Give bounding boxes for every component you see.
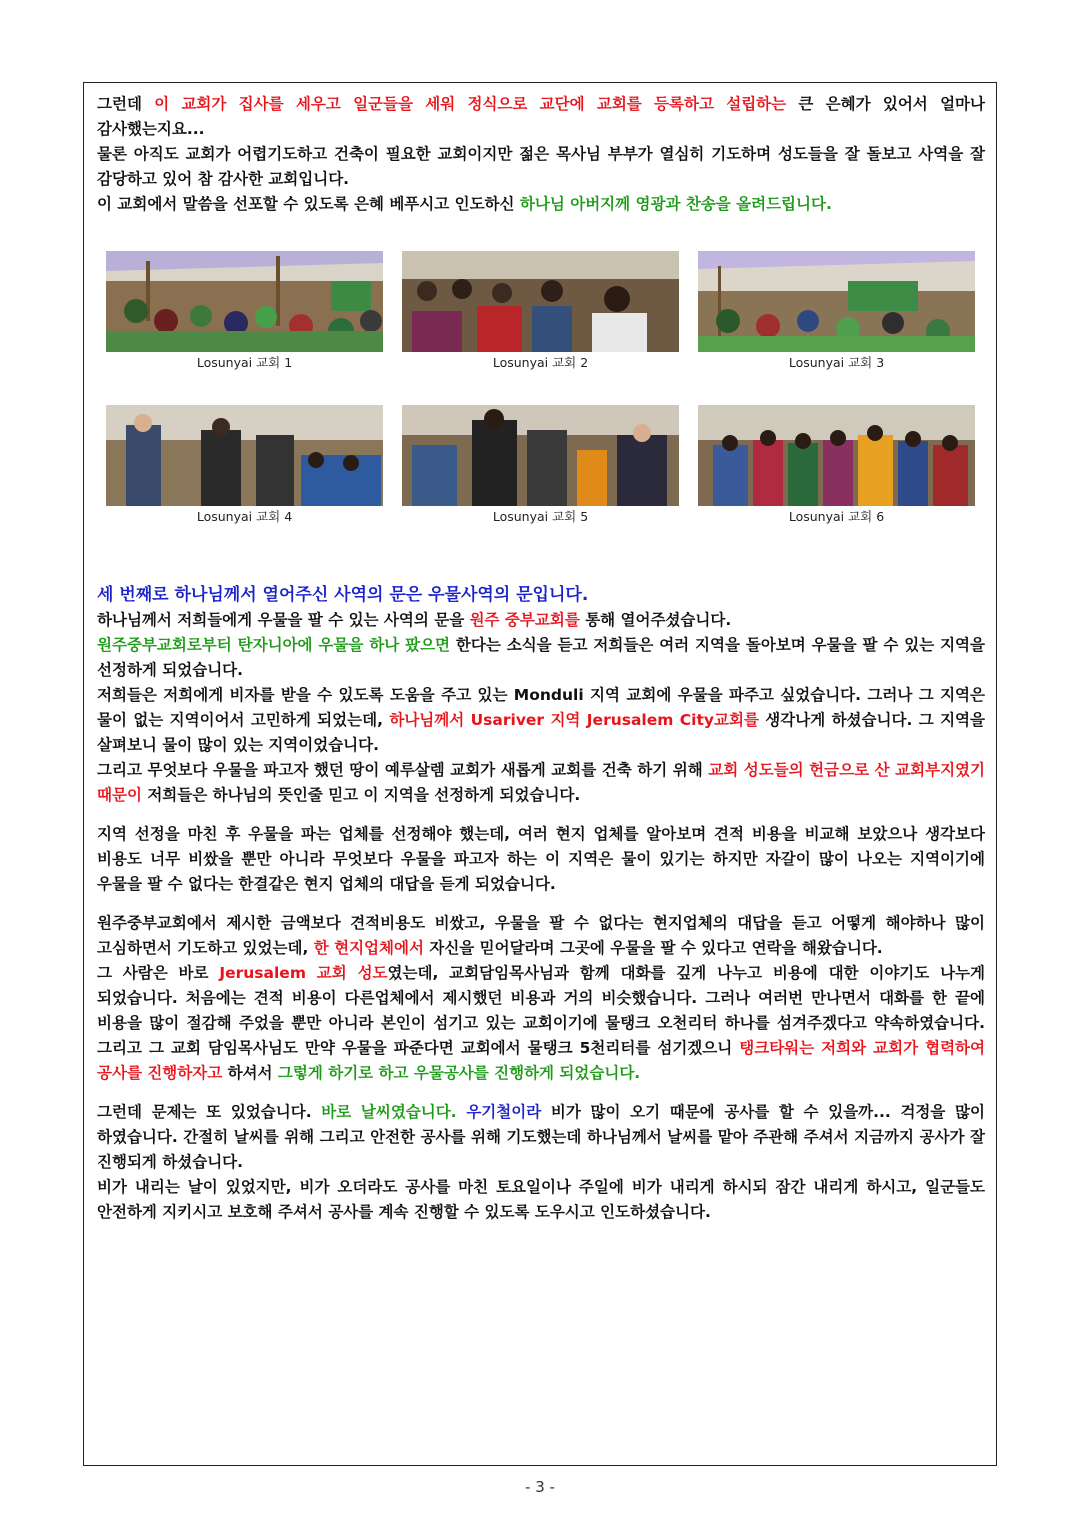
photo-2 bbox=[402, 251, 679, 352]
photo-grid bbox=[97, 251, 985, 563]
photo-5 bbox=[402, 405, 679, 506]
paragraph-6: 저희들은 저희에게 비자를 받을 수 있도록 도움을 주고 있는 Monduli 지역 교회에 우물을 파주고 싶었습니다. 그러나 그 지역은 물이 없는 지역이어서 고민하게 되었는데, 하나님께서 Usariver 지역 Jerusalem City교회를 생각나게 하셨습니다. 그 지역을 살펴보니 물이 많이 있는 지역이었습니다. bbox=[97, 686, 985, 754]
photo-caption-2: Losunyai 교회 2 bbox=[492, 355, 589, 370]
photo-6 bbox=[698, 405, 975, 506]
paragraph-9: 원주중부교회에서 제시한 금액보다 견적비용도 비쌌고, 우물을 팔 수 없다는 현지업체의 대답을 듣고 어떻게 해야하나 많이 고심하면서 기도하고 있었는데, 한 현지업체에서 자신을 믿어달라며 그곳에 우물을 팔 수 있다고 연락을 해왔습니다. bbox=[97, 914, 985, 957]
photo-4 bbox=[106, 405, 383, 506]
paragraph-1: 그런데 이 교회가 집사를 세우고 일군들을 세워 정식으로 교단에 교회를 등록하고 설립하는 큰 은혜가 있어서 얼마나 감사했는지요... bbox=[97, 95, 985, 138]
section-heading: 세 번째로 하나님께서 열어주신 사역의 문은 우물사역의 문입니다. bbox=[97, 585, 589, 605]
paragraph-2: 물론 아직도 교회가 어렵기도하고 건축이 필요한 교회이지만 젊은 목사님 부부가 열심히 기도하며 성도들을 잘 돌보고 사역을 잘 감당하고 있어 참 감사한 교회입니다. bbox=[97, 145, 985, 188]
photo-caption-1: Losunyai 교회 1 bbox=[196, 355, 293, 370]
paragraph-3: 이 교회에서 말씀을 선포할 수 있도록 은혜 베푸시고 인도하신 하나님 아버지께 영광과 찬송을 올려드립니다. bbox=[97, 195, 832, 213]
paragraph-4: 하나님께서 저희들에게 우물을 팔 수 있는 사역의 문을 원주 중부교회를 통해 열어주셨습니다. bbox=[97, 611, 732, 629]
page-number: - 3 - bbox=[525, 1478, 555, 1496]
paragraph-12: 비가 내리는 날이 있었지만, 비가 오더라도 공사를 마친 토요일이나 주일에 비가 내리게 하시되 잠간 내리게 하시고, 일군들도 안전하게 지키시고 보호해 주셔서 공사를 계속 진행할 수 있도록 도우시고 인도하셨습니다. bbox=[97, 1178, 985, 1221]
paragraph-5: 원주중부교회로부터 탄자니아에 우물을 하나 팠으면 한다는 소식을 듣고 저희들은 여러 지역을 돌아보며 우물을 팔 수 있는 지역을 선정하게 되었습니다. bbox=[97, 636, 985, 679]
paragraph-8: 지역 선정을 마친 후 우물을 파는 업체를 선정해야 했는데, 여러 현지 업체를 알아보며 견적 비용을 비교해 보았으나 생각보다 비용도 너무 비쌌을 뿐만 아니라 무엇보다 우물을 파고자 하는 이 지역은 물이 있기는 하지만 자갈이 많이 나오는 지역이기에 우물을 팔 수 없다는 한결같은 현지 업체의 대답을 듣게 되었습니다. bbox=[97, 825, 985, 893]
photo-caption-3: Losunyai 교회 3 bbox=[788, 355, 885, 370]
photo-caption-4: Losunyai 교회 4 bbox=[196, 509, 293, 524]
photo-3 bbox=[698, 251, 975, 352]
photo-caption-6: Losunyai 교회 6 bbox=[788, 509, 885, 524]
paragraph-11: 그런데 문제는 또 있었습니다. 바로 날씨였습니다. 우기철이라 비가 많이 오기 때문에 공사를 할 수 있을까... 걱정을 많이 하였습니다. 간절히 날씨를 위해 그리고 안전한 공사를 위해 기도했는데 하나님께서 날씨를 맡아 주관해 주셔서 지금까지 공사가 잘 진행되게 하셨습니다. bbox=[97, 1103, 985, 1171]
photo-caption-5: Losunyai 교회 5 bbox=[492, 509, 589, 524]
photo-1 bbox=[106, 251, 383, 352]
paragraph-10: 그 사람은 바로 Jerusalem 교회 성도였는데, 교회담임목사님과 함께 대화를 깊게 나누고 비용에 대한 이야기도 나누게 되었습니다. 처음에는 견적 비용이 다른업체에서 제시했던 비용과 거의 비슷했습니다. 그러나 여러번 만나면서 대화를 한 끝에 비용을 많이 절감해 주었을 뿐만 아니라 본인이 섬기고 있는 교회이기에 물탱크 오천리터 하나를 섬겨주겠다고 약속하였습니다. 그리고 그 교회 담임목사님도 만약 우물을 파준다면 교회에서 물탱크 5천리터를 섬기겠으니 탱크타워는 저희와 교회가 협력하여 공사를 진행하자고 하셔서 그렇게 하기로 하고 우물공사를 진행하게 되었습니다. bbox=[97, 964, 986, 1082]
page-content bbox=[97, 92, 985, 1225]
paragraph-7: 그리고 무엇보다 우물을 파고자 했던 땅이 예루살렘 교회가 새롭게 교회를 건축 하기 위해 교회 성도들의 헌금으로 산 교회부지였기 때문이 저희들은 하나님의 뜻인줄 믿고 이 지역을 선정하게 되었습니다. bbox=[97, 761, 985, 804]
